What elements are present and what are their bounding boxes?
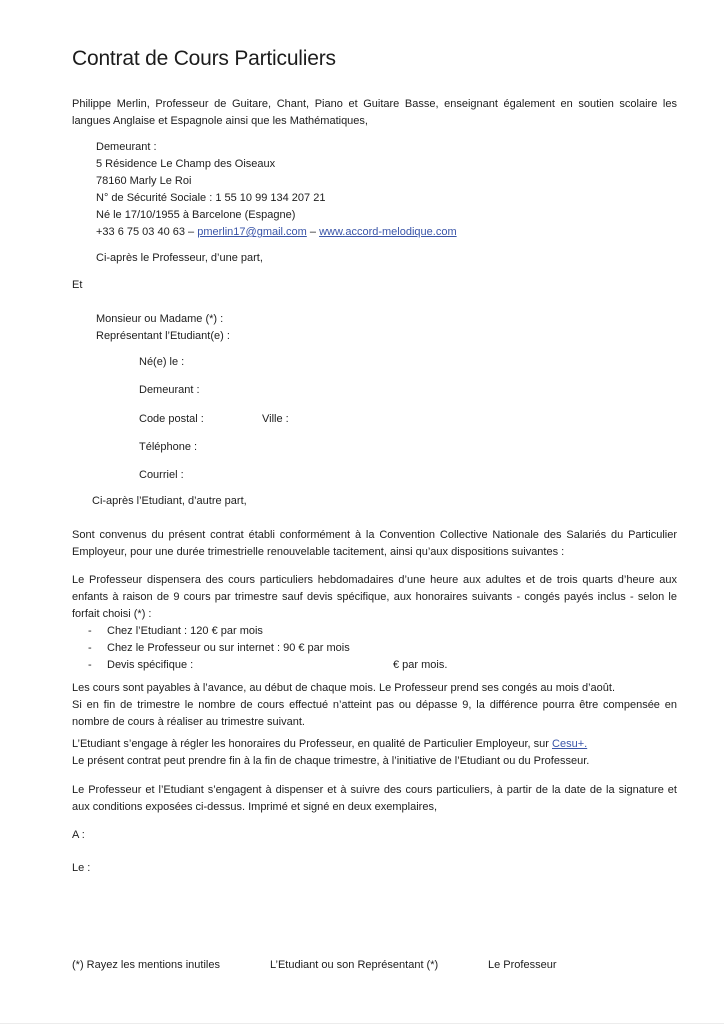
pricing-option-text: Chez l’Etudiant : 120 € par mois (107, 625, 263, 637)
payment-line1: Les cours sont payables à l’avance, au début de chaque mois. Le Professeur prend ses congés au mois d’août. (72, 682, 616, 694)
payment-terms (72, 680, 677, 731)
intro-paragraph: Philippe Merlin, Professeur de Guitare, Chant, Piano et Guitare Basse, enseignant également en soutien scolaire les langues Anglaise et Espagnole ainsi que les Mathématiques, (72, 98, 677, 127)
agreement-paragraph: Sont convenus du présent contrat établi conformément à la Convention Collective Nationale des Salariés du Particulier Employeur, pour une durée trimestrielle renouvelable tacitement, ainsi qu’aux dispositions suivantes : (72, 529, 677, 558)
date-field: Le : (72, 862, 91, 874)
student-identity (96, 311, 677, 345)
student-phone-field: Téléphone : (139, 441, 198, 453)
signature-professor-label: Le Professeur (488, 959, 557, 971)
professor-birth: Né le 17/10/1955 à Barcelone (Espagne) (96, 209, 296, 221)
cesu-text: L’Etudiant s’engage à régler les honoraires du Professeur, en qualité de Particulier Employeur, sur (72, 738, 553, 750)
commitment-paragraph: Le Professeur et l’Etudiant s’engagent à dispenser et à suivre des cours particuliers, à partir de la date de la signature et aux conditions exposées ci-dessus. Imprimé et signé en deux exemplaires, (72, 784, 677, 813)
cesu-link[interactable]: Cesu+. (552, 738, 588, 750)
dash-bullet: - (88, 659, 92, 671)
signature-row (72, 957, 677, 974)
cesu-line (72, 736, 677, 753)
student-postal-label: Code postal : (139, 413, 204, 425)
signature-student-label: L’Etudiant ou son Représentant (*) (270, 959, 439, 971)
student-representative: Représentant l’Etudiant(e) : (96, 330, 230, 342)
payment-line2: Si en fin de trimestre le nombre de cours effectué n’atteint pas ou dépasse 9, la différence pourra être compensée en nombre de cours à réaliser au trimestre suivant. (72, 699, 677, 728)
pricing-option-professor-home (72, 640, 677, 657)
contact-separator: – (306, 226, 320, 238)
termination-line: Le présent contrat peut prendre fin à la fin de chaque trimestre, à l’initiative de l’Etudiant ou du Professeur. (72, 755, 590, 767)
website-link[interactable]: www.accord-melodique.com (319, 226, 457, 238)
student-residence-field: Demeurant : (139, 384, 200, 396)
student-closing: Ci-après l’Etudiant, d’autre part, (92, 495, 247, 507)
professor-details (96, 139, 677, 241)
lessons-paragraph: Le Professeur dispensera des cours particuliers hebdomadaires d’une heure aux adultes et de trois quarts d’heure aux enfants à raison de 9 cours par trimestre sauf devis spécifique, aux honoraires suivants - congés payés inclus - selon le forfait choisi (*) : (72, 574, 677, 620)
student-city-label: Ville : (262, 413, 289, 425)
pricing-custom-suffix: € par mois. (393, 659, 448, 671)
pricing-option-student-home (72, 623, 677, 640)
footnote-asterisk: (*) Rayez les mentions inutiles (72, 959, 220, 971)
professor-phone: +33 6 75 03 40 63 – (96, 226, 198, 238)
professor-residence-label: Demeurant : (96, 141, 157, 153)
professor-address-line2: 78160 Marly Le Roi (96, 175, 192, 187)
dash-bullet: - (88, 642, 92, 654)
place-field: A : (72, 829, 85, 841)
dash-bullet: - (88, 625, 92, 637)
page-title: Contrat de Cours Particuliers (72, 47, 336, 70)
professor-address-line1: 5 Résidence Le Champ des Oiseaux (96, 158, 276, 170)
professor-ssn: N° de Sécurité Sociale : 1 55 10 99 134 207 21 (96, 192, 326, 204)
student-postal-city-field (139, 411, 677, 428)
pricing-option-text: Chez le Professeur ou sur internet : 90 € par mois (107, 642, 350, 654)
cesu-terms (72, 736, 677, 770)
student-salutation: Monsieur ou Madame (*) : (96, 313, 224, 325)
pricing-option-custom-quote (72, 657, 677, 674)
professor-contact-line (96, 224, 677, 241)
email-link[interactable]: pmerlin17@gmail.com (197, 226, 307, 238)
pricing-list (72, 623, 677, 674)
professor-closing: Ci-après le Professeur, d’une part, (96, 252, 263, 264)
student-birth-field: Né(e) le : (139, 356, 185, 368)
student-email-field: Courriel : (139, 469, 184, 481)
conjunction-et: Et (72, 279, 83, 291)
pricing-option-text: Devis spécifique : (107, 659, 194, 671)
